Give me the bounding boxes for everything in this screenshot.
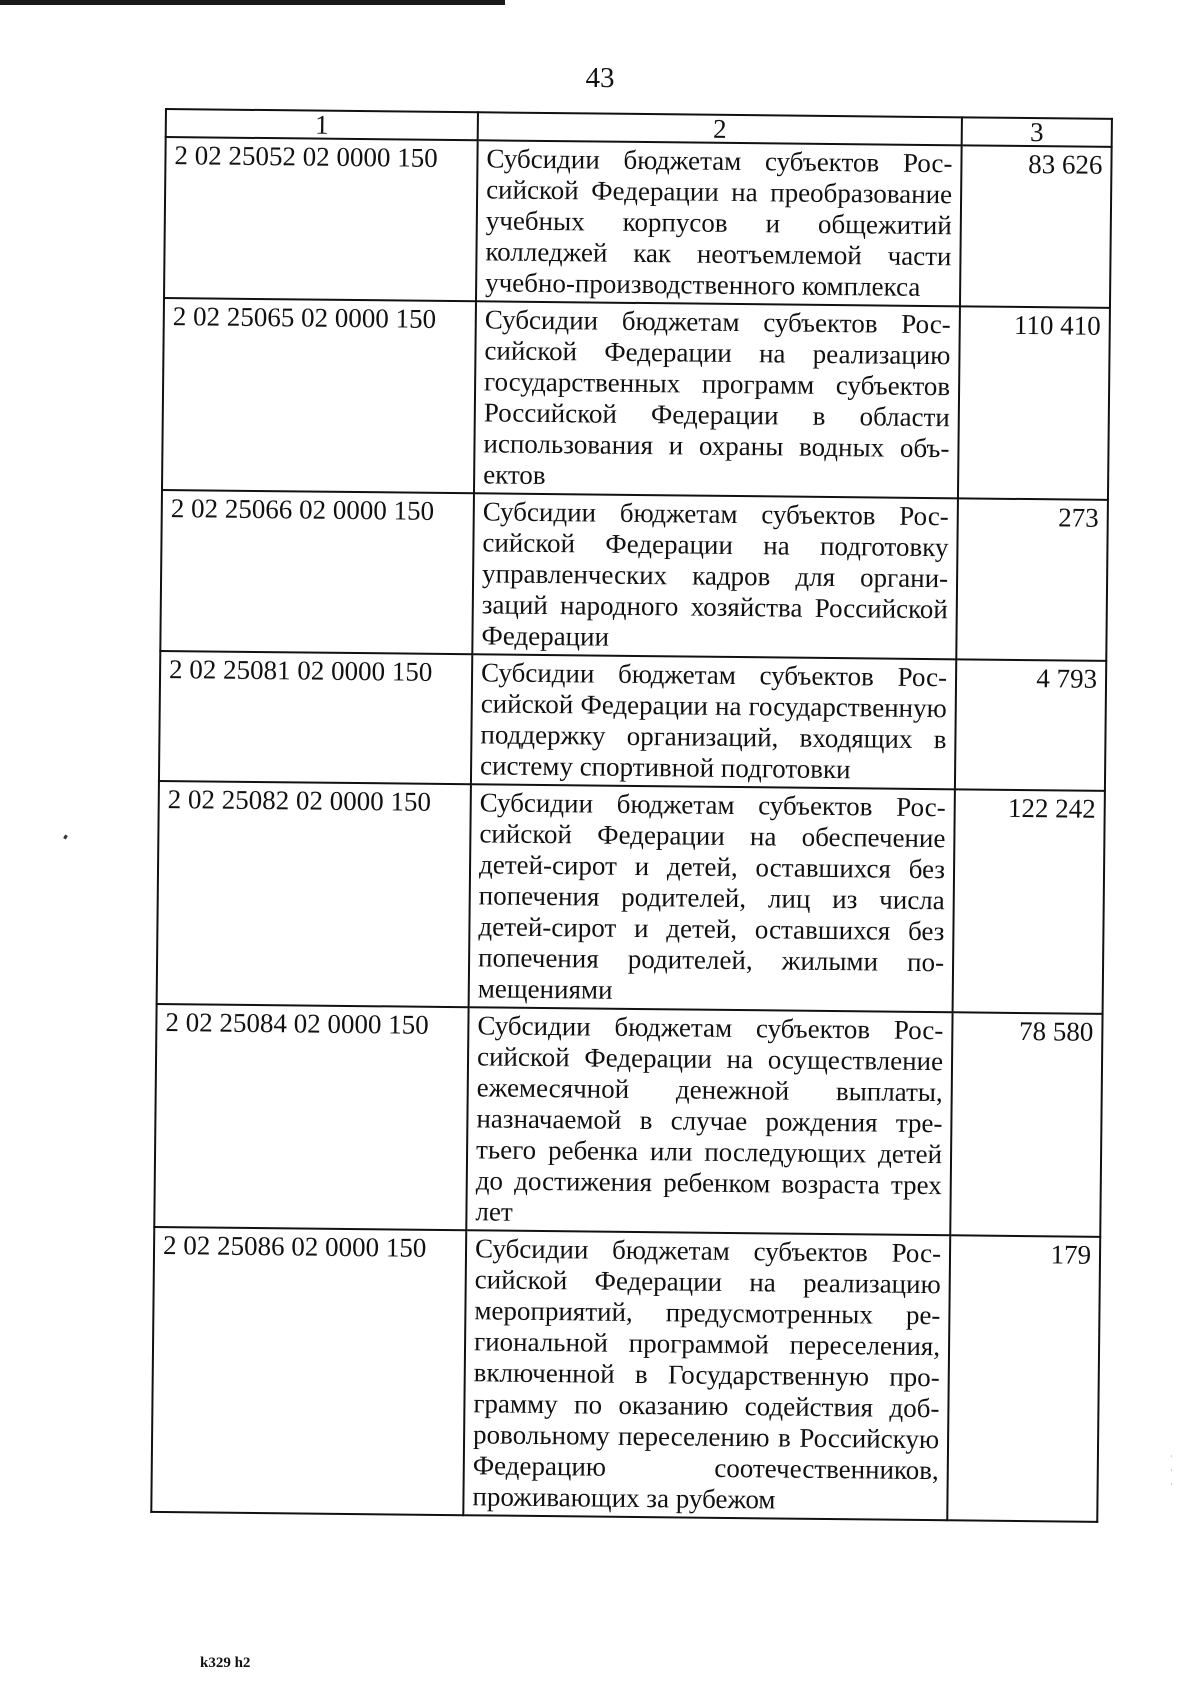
row-description-cell: Субсидии бюджетам субъектов Российской Федерации на реализацию государственных программ субъектов Российской Федерации в области использования и охраны водных объектов [474,301,960,498]
page-number: 43 [585,62,615,94]
row-description-cell: Субсидии бюджетам субъектов Российской Федерации на преобразование учебных корпусов и общежитий колледжей как неотъемлемой части учебно-производственного комплекса [476,140,962,306]
row-description-cell: Субсидии бюджетам субъектов Российской Федерации на реализацию мероприятий, предусмотренных региональной программой переселения, включенной в Государственную программу по оказанию содействия добровольному переселению в Российскую Федерацию соотечественников, проживающих за рубежом [463,1230,950,1520]
header-cell-code: 1 [166,109,478,140]
header-cell-description: 2 [478,112,962,145]
scan-speck [63,835,68,840]
table-row [151,1227,1100,1522]
table-container [150,108,1111,1523]
budget-revenue-table [150,108,1113,1523]
row-description-cell: Субсидии бюджетам субъектов Российской Федерации на государственную поддержку организаций, входящих в систему спортивной подготовки [471,654,956,789]
row-description-cell: Субсидии бюджетам субъектов Российской Федерации на подготовку управленческих кадров для организаций народного хозяйства Российской Федерации [472,493,958,659]
table-row [162,298,1110,500]
table-row [160,490,1108,661]
row-amount-cell: 78 580 [950,1012,1102,1237]
row-code-cell: 2 02 25065 02 0000 150 [162,298,476,493]
row-code-cell: 2 02 25086 02 0000 150 [151,1227,466,1515]
row-code-cell: 2 02 25052 02 0000 150 [164,137,478,301]
scan-edge-mark [0,0,505,5]
header-cell-amount: 3 [962,117,1112,147]
row-code-cell: 2 02 25082 02 0000 150 [157,781,471,1007]
row-amount-cell: 110 410 [958,306,1110,500]
row-code-cell: 2 02 25084 02 0000 150 [154,1004,468,1230]
table-row [159,651,1106,791]
table-row [164,137,1112,308]
row-code-cell: 2 02 25081 02 0000 150 [159,651,472,784]
row-amount-cell: 122 242 [953,789,1105,1014]
row-description-cell: Субсидии бюджетам субъектов Российской Федерации на обеспечение детей-сирот и детей, оставшихся без попечения родителей, лиц из числа детей-сирот и детей, оставшихся без попечения родителей, жилыми помещениями [469,784,955,1012]
row-code-cell: 2 02 25066 02 0000 150 [160,490,474,654]
scan-dots: · · · [1170,1452,1173,1489]
row-amount-cell: 273 [956,498,1108,661]
row-description-cell: Субсидии бюджетам субъектов Российской Федерации на осуществление ежемесячной денежной выплаты, назначаемой в случае рождения третьего ребенка или последующих детей до достижения ребенком возраста трех лет [466,1007,952,1235]
table-row [154,1004,1102,1237]
row-amount-cell: 83 626 [960,145,1112,308]
row-amount-cell: 179 [947,1235,1100,1522]
table-row [157,781,1105,1014]
footer-document-code: k329 h2 [200,1655,251,1671]
row-amount-cell: 4 793 [955,659,1106,791]
